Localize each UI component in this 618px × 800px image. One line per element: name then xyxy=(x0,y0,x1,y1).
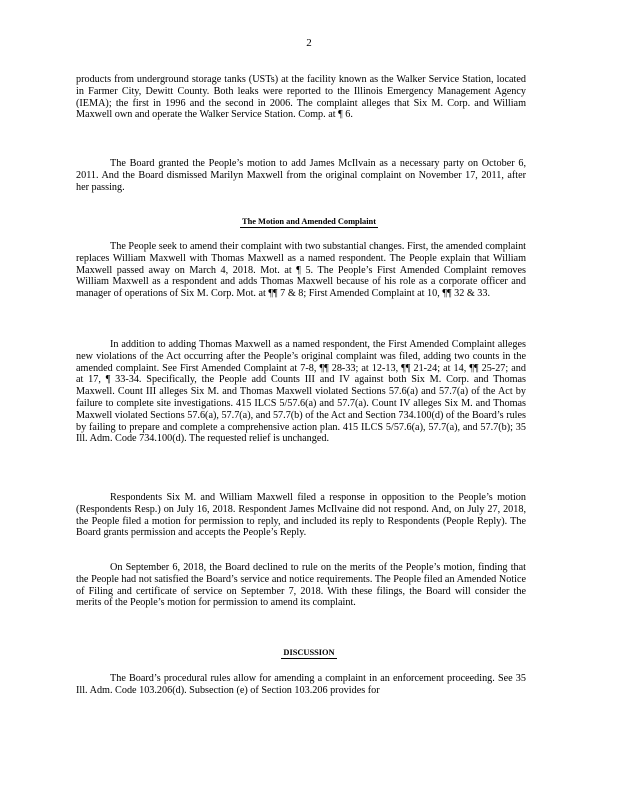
paragraph-3 xyxy=(76,241,526,300)
heading-text: DISCUSSION xyxy=(283,648,335,657)
heading-text: The Motion and Amended Complaint xyxy=(241,217,377,226)
paragraph-2 xyxy=(76,158,526,193)
paragraph-text: The Board granted the People’s motion to add James McIlvain as a necessary party on October 6, 2011. And the Board dismissed Marilyn Maxwell from the original complaint on November 17, 2011, after her passing. xyxy=(76,158,526,193)
section-heading-motion xyxy=(0,216,618,228)
paragraph-text: The People seek to amend their complaint with two substantial changes. First, the amended complaint replaces William Maxwell with Thomas Maxwell as a named respondent. The People explain that William Maxwell passed away on March 4, 2018. Mot. at ¶ 5. The People’s First Amended Complaint removes William Maxwell as a respondent and adds Thomas Maxwell because of his role as a corporate officer and manager of operations of Six M. Corp. Mot. at ¶¶ 7 & 8; First Amended Complaint at 10, ¶¶ 32 & 33. xyxy=(76,241,526,300)
paragraph-4 xyxy=(76,339,526,445)
paragraph-7 xyxy=(76,673,526,697)
paragraph-text: In addition to adding Thomas Maxwell as a named respondent, the First Amended Complaint alleges new violations of the Act occurring after the People’s original complaint was filed, adding two counts in the amended complaint. See First Amended Complaint at 7-8, ¶¶ 28-33; at 12-13, ¶¶ 21-24; at 14, ¶¶ 25-27; and at 17, ¶ 33-34. Specifically, the People add Counts III and IV against both Six M. Corp. and Thomas Maxwell. Count III alleges Six M. and Thomas Maxwell violated Sections 57.6(a) and 57.7(a) of the Act by failure to complete site investigations. 415 ILCS 5/57.6(a) and 57.7(a). Count IV alleges Six M. and Thomas Maxwell violated Sections 57.6(a), 57.7(a), and 57.7(b) of the Act and Section 734.100(d) of the Board’s rules by failing to prepare and complete a comprehensive action plan. 415 ILCS 5/57.6(a), 57.7(a), and 57.7(b); 35 Ill. Adm. Code 734.100(d). The requested relief is unchanged. xyxy=(76,339,526,445)
paragraph-text: Respondents Six M. and William Maxwell filed a response in opposition to the People’s motion (Respondents Resp.) on July 16, 2018. Respondent James McIlvaine did not respond. And, on July 27, 2018, the People filed a motion for permission to reply, and included its reply to Respondents (People Reply). The Board grants permission and accepts the People’s Reply. xyxy=(76,492,526,539)
paragraph-text: The Board’s procedural rules allow for amending a complaint in an enforcement proceeding. See 35 Ill. Adm. Code 103.206(d). Subsection (e) of Section 103.206 provides for xyxy=(76,673,526,696)
paragraph-1 xyxy=(76,74,526,121)
page-number: 2 xyxy=(306,37,312,49)
section-heading-discussion xyxy=(0,647,618,659)
paragraph-text: products from underground storage tanks (USTs) at the facility known as the Walker Service Station, located in Farmer City, Dewitt County. Both leaks were reported to the Illinois Emergency Management Agency (IEMA); the first in 1996 and the second in 2006. The complaint alleges that Six M. Corp. and William Maxwell own and operate the Walker Service Station. Comp. at ¶ 6. xyxy=(76,74,526,121)
paragraph-5 xyxy=(76,492,526,539)
paragraph-6 xyxy=(76,562,526,609)
paragraph-text: On September 6, 2018, the Board declined to rule on the merits of the People’s motion, finding that the People had not satisfied the Board’s service and notice requirements. The People filed an Amended Notice of Filing and certificate of service on September 7, 2018. With these filings, the Board will consider the merits of the People’s motion for permission to amend its complaint. xyxy=(76,562,526,609)
